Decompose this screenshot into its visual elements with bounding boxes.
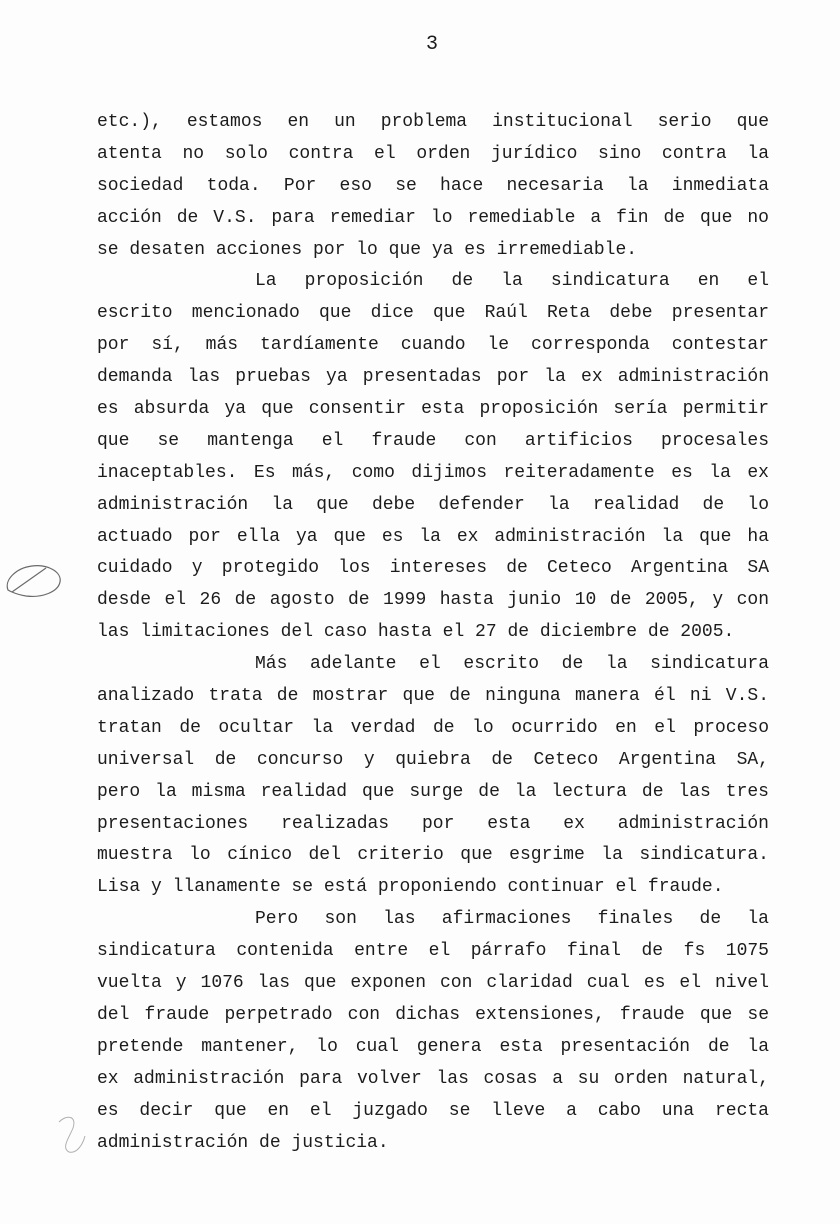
body-line: administración la que debe defender la realidad de lo [97, 494, 769, 515]
body-line: sociedad toda. Por eso se hace necesaria la inmediata [97, 175, 769, 196]
body-line: actuado por ella ya que es la ex administración la que ha [97, 526, 769, 547]
body-line: administración de justicia. [97, 1132, 389, 1153]
body-line: Pero son las afirmaciones finales de la [255, 909, 769, 930]
body-line: sindicatura contenida entre el párrafo final de fs 1075 [97, 941, 769, 962]
body-line: las limitaciones del caso hasta el 27 de diciembre de 2005. [97, 622, 735, 643]
body-line: es absurda ya que consentir esta proposición sería permitir [97, 399, 769, 420]
body-line: analizado trata de mostrar que de ninguna manera él ni V.S. [97, 686, 769, 707]
body-line: que se mantenga el fraude con artificios procesales [97, 430, 769, 451]
body-line: Más adelante el escrito de la sindicatura [255, 654, 769, 675]
body-line: tratan de ocultar la verdad de lo ocurrido en el proceso [97, 717, 769, 738]
body-line: cuidado y protegido los intereses de Ceteco Argentina SA [97, 558, 769, 579]
body-line: La proposición de la sindicatura en el [255, 271, 769, 292]
body-line: demanda las pruebas ya presentadas por la ex administración [97, 367, 769, 388]
margin-initial-mark [2, 560, 64, 600]
body-line: pero la misma realidad que surge de la lectura de las tres [97, 781, 769, 802]
body-line: atenta no solo contra el orden jurídico sino contra la [97, 143, 769, 164]
body-line: inaceptables. Es más, como dijimos reiteradamente es la ex [97, 462, 769, 483]
body-line: es decir que en el juzgado se lleve a cabo una recta [97, 1100, 769, 1121]
body-line: se desaten acciones por lo que ya es irremediable. [97, 239, 638, 260]
body-line: por sí, más tardíamente cuando le corresponda contestar [97, 335, 769, 356]
body-line: universal de concurso y quiebra de Ceteco Argentina SA, [97, 749, 769, 770]
body-text [97, 107, 769, 1159]
body-line: presentaciones realizadas por esta ex administración [97, 813, 769, 834]
body-line: Lisa y llanamente se está proponiendo continuar el fraude. [97, 877, 724, 898]
body-line: del fraude perpetrado con dichas extensiones, fraude que se [97, 1004, 769, 1025]
body-line: pretende mantener, lo cual genera esta presentación de la [97, 1036, 769, 1057]
body-line: ex administración para volver las cosas a su orden natural, [97, 1068, 769, 1089]
page-number: 3 [425, 33, 438, 56]
body-line: acción de V.S. para remediar lo remediable a fin de que no [97, 207, 769, 228]
body-line: escrito mencionado que dice que Raúl Reta debe presentar [97, 303, 769, 324]
body-line: muestra lo cínico del criterio que esgrime la sindicatura. [97, 845, 769, 866]
body-line: etc.), estamos en un problema institucional serio que [97, 112, 769, 132]
body-line: vuelta y 1076 las que exponen con claridad cual es el nivel [97, 973, 769, 994]
margin-scribble-mark [55, 1108, 89, 1156]
body-line: desde el 26 de agosto de 1999 hasta junio 10 de 2005, y con [97, 590, 769, 611]
